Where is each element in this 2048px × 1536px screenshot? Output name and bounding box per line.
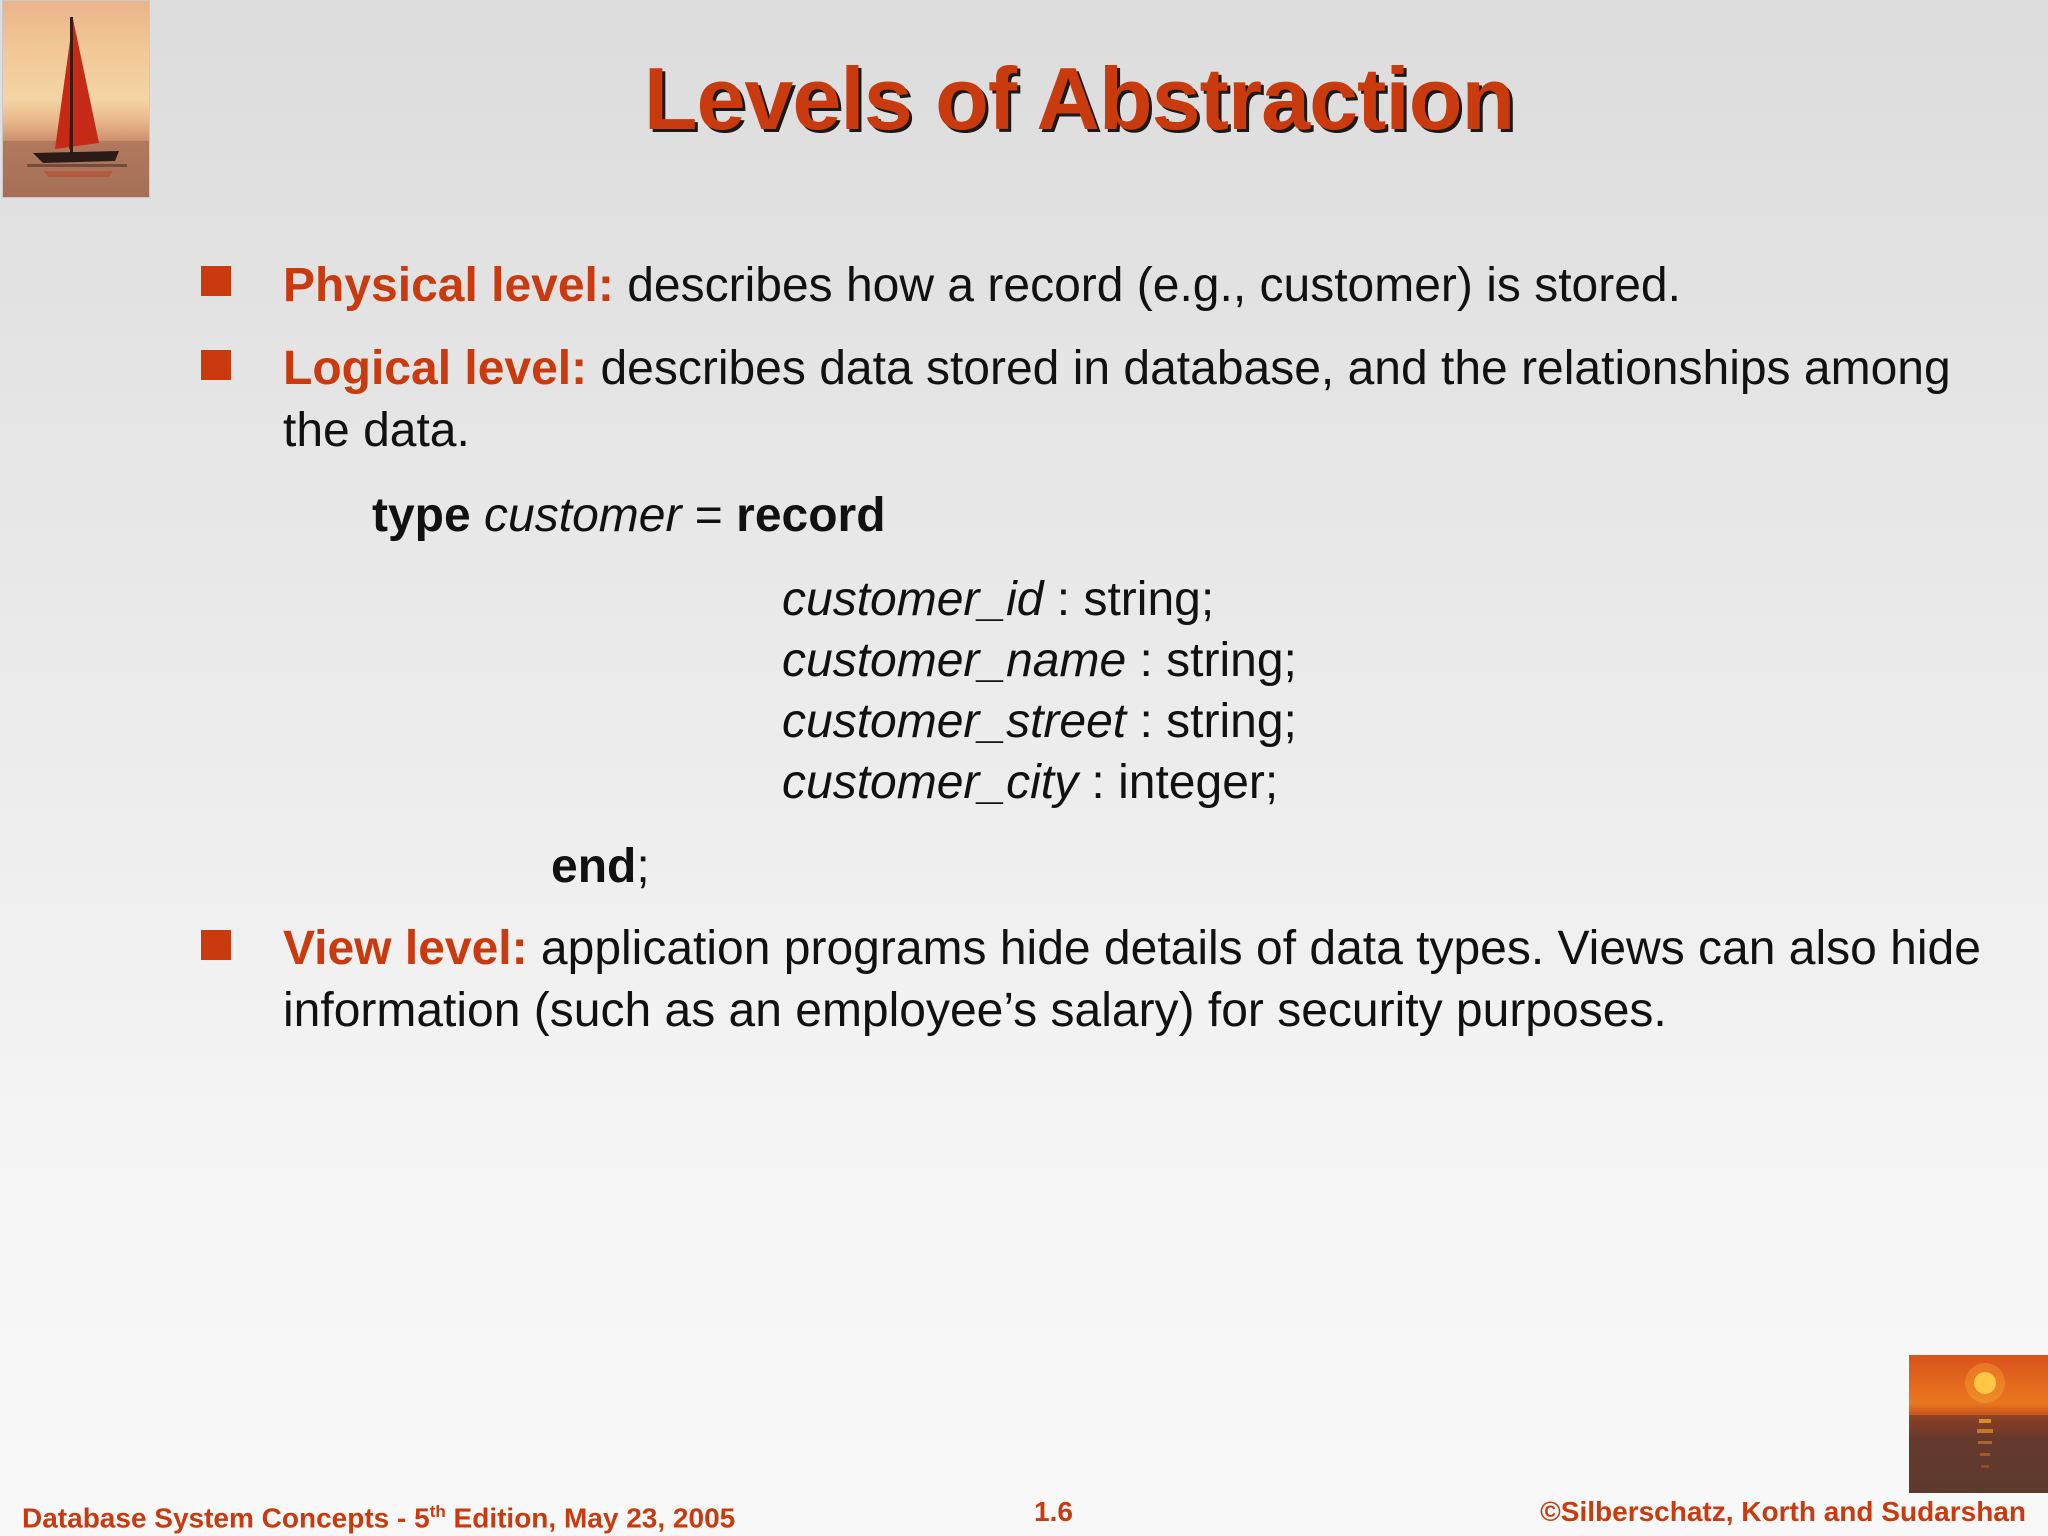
bullet-lead: Physical level: — [283, 259, 614, 312]
bullet-square-icon — [201, 266, 231, 296]
bullet-square-icon — [201, 930, 231, 960]
footer-copyright: ©Silberschatz, Korth and Sudarshan — [1540, 1496, 2026, 1527]
slide-title: Levels of Abstraction — [643, 49, 1515, 148]
code-equals: = — [681, 489, 737, 542]
bullet-logical-level — [283, 338, 2003, 462]
code-end-line — [551, 836, 650, 898]
footer-left-sup: th — [429, 1502, 446, 1521]
code-keyword: type — [372, 489, 471, 542]
code-field-line — [782, 691, 1297, 753]
sunset-image — [1909, 1355, 2048, 1493]
code-field-line — [782, 752, 1278, 814]
bullet-square-icon — [201, 350, 231, 380]
code-field-type: : integer; — [1078, 756, 1279, 809]
code-field-line — [782, 569, 1214, 631]
code-field-name: customer_street — [782, 695, 1127, 748]
bullet-lead: View level: — [283, 922, 528, 975]
bullet-text: describes how a record (e.g., customer) is stored. — [613, 259, 1681, 312]
footer-left — [22, 1494, 735, 1536]
code-type-name: customer — [484, 489, 682, 542]
code-field-type: : string; — [1126, 695, 1297, 748]
code-keyword: end — [551, 840, 637, 893]
code-keyword: record — [736, 489, 886, 542]
footer-left-text-end: Edition, May 23, 2005 — [445, 1502, 736, 1534]
code-field-name: customer_city — [782, 756, 1079, 809]
code-end-punct: ; — [636, 840, 650, 893]
code-field-name: customer_name — [782, 634, 1127, 687]
code-type-line — [372, 485, 886, 547]
bullet-text: application programs hide details of data types. Views can also hide information (such as an employee’s salary) for security purposes. — [283, 922, 1981, 1037]
code-field-type: : string; — [1126, 634, 1297, 687]
code-field-type: : string; — [1043, 573, 1215, 626]
sunset-icon — [1909, 1355, 2048, 1493]
bullet-physical-level — [283, 255, 2003, 317]
bullet-view-level — [283, 918, 2003, 1042]
code-field-name: customer_id — [782, 573, 1044, 626]
footer-page-number: 1.6 — [1034, 1496, 1073, 1527]
code-field-line — [782, 630, 1297, 692]
footer-left-text: Database System Concepts - 5 — [22, 1502, 430, 1534]
bullet-lead: Logical level: — [283, 342, 588, 395]
bullet-text: describes data stored in database, and the relationships among the data. — [283, 342, 1951, 457]
